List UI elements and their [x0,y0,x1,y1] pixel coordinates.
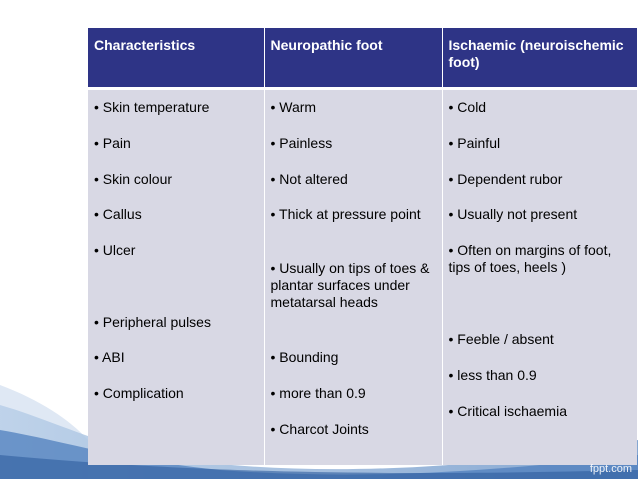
list-item: • Thick at pressure point [270,205,421,222]
list-item: • more than 0.9 [270,384,366,401]
header-characteristics: Characteristics [88,28,264,88]
list-item: • Cold [448,98,487,115]
list-item: • Warm [270,98,317,115]
list-item: • Feeble / absent [448,330,554,347]
characteristics-column [88,88,264,465]
list-item: • Charcot Joints [270,420,369,437]
neuropathic-column [264,88,442,465]
ischaemic-column [442,88,637,465]
list-item: • Pain [94,134,131,151]
list-item: • ABI [94,348,125,365]
comparison-table [88,28,637,465]
header-neuropathic-foot: Neuropathic foot [264,28,442,88]
list-item: • Skin colour [94,170,173,187]
list-item: • less than 0.9 [448,366,537,383]
header-ischaemic-foot: Ischaemic (neuroischemic foot) [442,28,637,88]
list-item: • Often on margins of foot, tips of toes, heels ) [448,241,612,275]
list-item: • Not altered [270,170,348,187]
list-item: • Skin temperature [94,98,210,115]
list-item: • Bounding [270,348,339,365]
list-item: • Peripheral pulses [94,313,211,330]
brand-watermark: fppt.com [589,463,632,475]
list-item: • Critical ischaemia [448,402,567,419]
list-item: • Usually on tips of toes & plantar surfaces under metatarsal heads [270,259,430,310]
list-item: • Ulcer [94,241,136,258]
table-row [88,88,637,465]
list-item: • Painful [448,134,501,151]
list-item: • Complication [94,384,184,401]
list-item: • Callus [94,205,142,222]
list-item: • Dependent rubor [448,170,563,187]
table-header-row [88,28,637,88]
list-item: • Usually not present [448,205,578,222]
list-item: • Painless [270,134,333,151]
